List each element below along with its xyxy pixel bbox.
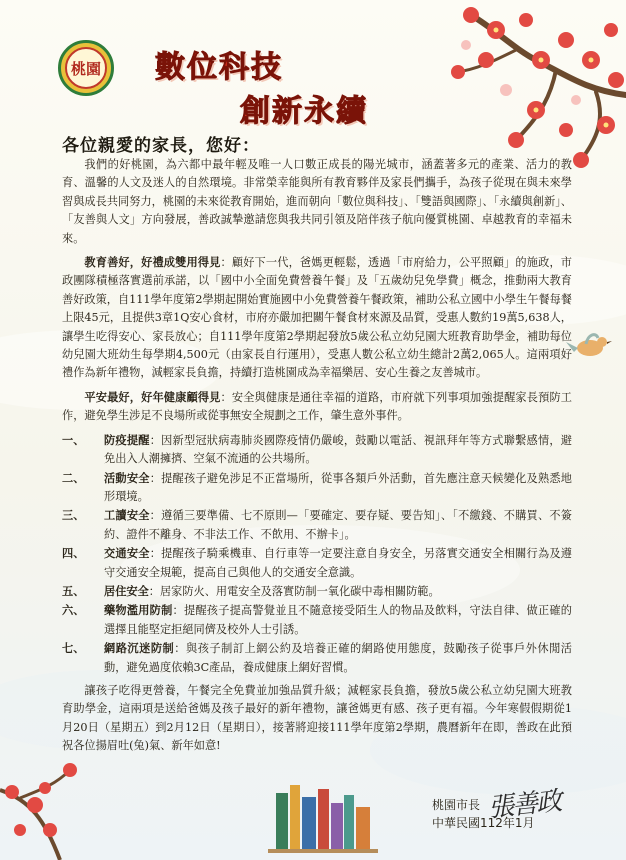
paragraph-education — [62, 253, 572, 383]
list-item-number: 四、 — [62, 546, 85, 561]
list-item-text: ：與孩子制訂上網公約及培養正確的網路使用態度，鼓勵孩子從事戶外休閒活動，避免過度依賴3C產品，養成健康上網好習慣。 — [104, 642, 572, 674]
books-illustration — [268, 775, 378, 855]
list-item-title: 防疫提醒 — [104, 432, 150, 447]
list-item-number: 三、 — [62, 508, 85, 523]
paragraph-safety — [62, 388, 572, 426]
list-item-title: 網路沉迷防制 — [104, 641, 175, 656]
logo-text: 桃園 — [70, 59, 101, 78]
list-item-text: ：因新型冠狀病毒肺炎國際疫情仍嚴峻，鼓勵以電話、視訊拜年等方式聯繫感情，避免出入人潮擁擠、空氣不流通的公共場所。 — [104, 433, 572, 466]
mayor-signature: 張善政 — [486, 786, 562, 824]
mayor-label: 桃園市長 — [432, 798, 481, 812]
list-item-text: ：居家防火、用電安全及落實防制一氧化碳中毒相關防範。 — [148, 584, 440, 598]
title-line-2: 創新永續 — [240, 94, 368, 129]
letter-date: 中華民國112年1月 — [432, 816, 535, 830]
list-item-text: ：提醒孩子騎乘機車、自行車等一定要注意自身安全，另落實交通安全相關行為及遵守交通安全規範，提高自己與他人的交通安全意識。 — [104, 547, 572, 579]
list-item-title: 居住安全 — [104, 583, 149, 598]
paragraph-safety-text: ：安全與健康是通往幸福的道路，市府就下列事項加強提醒家長預防工作，避免學生涉足不良場所或從事無安全規劃之工作，肇生意外事件。 — [62, 390, 572, 423]
list-item-number: 七、 — [62, 641, 85, 656]
list-item — [62, 639, 572, 677]
list-item — [62, 431, 572, 469]
list-item-number: 二、 — [62, 470, 85, 485]
greeting-heading: 各位親愛的家長，您好： — [62, 136, 260, 156]
list-item-title: 藥物濫用防制 — [104, 603, 173, 618]
paragraph-intro: 我們的好桃園，為六都中最年輕及唯一人口數正成長的陽光城市，涵蓋著多元的產業、活力的教育、溫馨的人文及迷人的自然環境。非常榮幸能與所有教育夥伴及家長們攜手，為孩子從現在與未來學習與成長共同努力，桃園的未來從教育開始，進而朝向「數位與科技」、「雙語與國際」、「永續與創新」、「友善與人文」方向發展，善政誠摯邀請您與我共同引領及陪伴孩子航向優質桃園、卓越教育的幸福未來。 — [62, 158, 572, 245]
list-item — [62, 544, 572, 582]
plum-blossom-corner-illustration — [0, 730, 130, 860]
title-line-1: 數位科技 — [155, 50, 283, 85]
paragraph-education-lead: 教育善好，好禮成雙用得見 — [84, 255, 221, 270]
list-item-number: 一、 — [62, 432, 85, 447]
paragraph-education-text: ：顧好下一代，爸媽更輕鬆，透過「市府給力，公平照顧」的施政，市政團隊積極落實選前承諾，以「國中小全面免費營養午餐」及「五歲幼兒免學費」概念，推動兩大教育善好政策，自111學年度第2學期起開始實施國中小免費營養午餐政策，補助公私立國中小學生午餐每餐上限45元，且提供3章1Q安心食材，市府亦嚴加把關午餐食材來源及品質，受惠人數約19萬5,638人，讓學生吃得安心、家長放心；自111學年度第2學期起發放5歲公私立幼兒園大班教育助學金，補助每位幼兒園大班幼生每學期4,500元（由家長自行運用），受惠人數公私立幼生總計2萬2,065人。這兩項好禮作為新年禮物，減輕家長負擔，持續打造桃園成為幸福樂居、安心生養之友善城市。 — [62, 256, 572, 380]
list-item-text: ：提醒孩子避免涉足不正當場所，從事各類戶外活動，首先應注意天候變化及熟悉地形環境。 — [104, 471, 572, 503]
list-item-number: 六、 — [62, 603, 85, 618]
list-item-title: 工讀安全 — [104, 508, 150, 523]
bird-illustration — [566, 328, 612, 368]
safety-list — [62, 431, 572, 677]
paragraph-safety-lead: 平安最好，好年健康顧得見 — [84, 389, 221, 404]
list-item-text: ：提醒孩子提高警覺並且不隨意接受陌生人的物品及飲料，守法自律、做正確的選擇且能堅定拒絕同儕及校外人士引誘。 — [104, 604, 572, 636]
logo-inner — [65, 47, 107, 89]
list-item — [62, 469, 572, 507]
taoyuan-emblem-logo — [58, 40, 114, 96]
letter-body — [62, 156, 572, 761]
list-item-title: 交通安全 — [104, 546, 150, 561]
list-item-text: ：遵循三要準備、七不原則—「要確定、要存疑、要告知」、「不繳錢、不購買、不簽約、證件不離身、不非法工作、不飲用、不辦卡」。 — [104, 509, 572, 541]
list-item-title: 活動安全 — [104, 470, 150, 485]
paragraph-closing: 讓孩子吃得更營養，午餐完全免費並加強品質升級；減輕家長負擔，發放5歲公私立幼兒園大班教育助學金，這兩項是送給爸媽及孩子最好的新年禮物，讓爸媽更有感、孩子更有福。今年寒假假期從1月20日（星期五）到2月12日（星期日），接著將迎接111學年度第2學期，農曆新年在即，善政在此預祝各位揚眉吐(兔)氣、新年如意! — [62, 683, 572, 753]
list-item — [62, 506, 572, 544]
plum-blossom-branch-illustration — [366, 0, 626, 175]
list-item — [62, 601, 572, 639]
list-item — [62, 582, 572, 601]
list-item-number: 五、 — [62, 583, 85, 598]
